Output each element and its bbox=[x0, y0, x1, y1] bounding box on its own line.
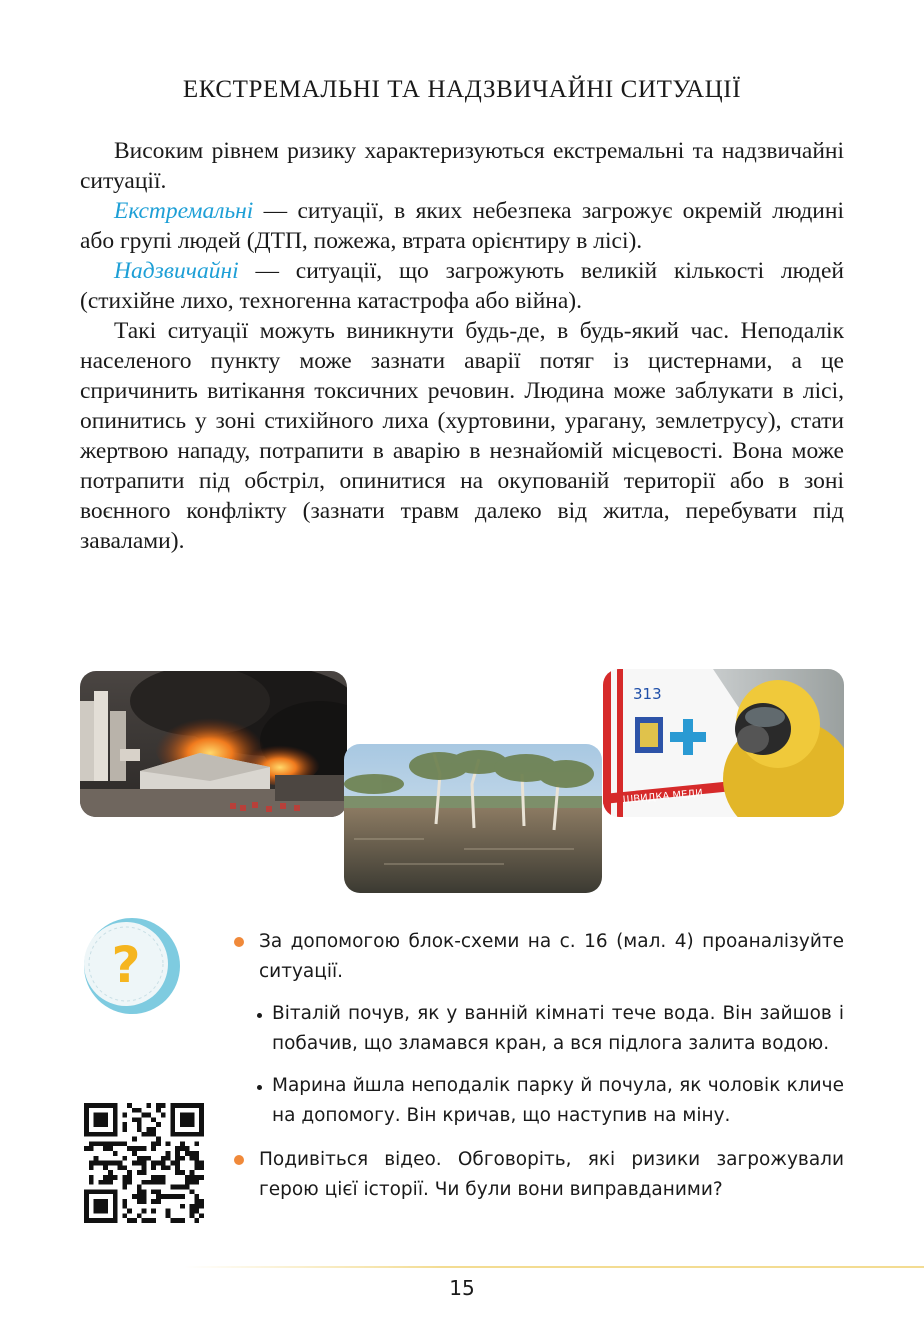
orange-bullet-icon bbox=[234, 937, 244, 947]
subtask-text: Віталій почув, як у ванній кімнаті тече вода. Він зайшов і побачив, що зламався кран, а вся підлога залита водою. bbox=[272, 1003, 844, 1054]
definition-emergency: — ситуації, що загрожують великій кількості людей (стихійне лихо, техногенна катастрофа або війна). bbox=[80, 258, 844, 314]
subtask-item bbox=[226, 1071, 844, 1131]
paragraph-emergency bbox=[80, 256, 844, 316]
orange-bullet-icon bbox=[234, 1155, 244, 1165]
bullet-icon bbox=[257, 1013, 262, 1018]
paragraph-intro: Високим рівнем ризику характеризуються екстремальні та надзвичайні ситуації. bbox=[80, 138, 844, 194]
term-emergency: Надзвичайні bbox=[114, 258, 239, 284]
subtask-text: Марина йшла неподалік парку й почула, як чоловік кличе на допомогу. Він кричав, що наступив на міну. bbox=[272, 1075, 844, 1126]
paragraph-examples: Такі ситуації можуть виникнути будь-де, в будь-який час. Неподалік населеного пункту може зазнати аварії потяг із цистернами, а це спричинить витікання токсичних речовин. Людина може заблукати в лісі, опинитись у зоні стихійного лиха (хуртовини, урагану, землетрусу), стати жертвою нападу, потрапити в аварію в незнайомій місцевості. Вона може потрапити під обстріл, опинитися на окупованій території або в зоні воєнного конфлікту (зазнати травм далеко від житла, перебувати під завалами). bbox=[80, 318, 844, 554]
task-text: Подивіться відео. Обговоріть, які ризики загрожували герою цієї історії. Чи були вони виправданими? bbox=[259, 1149, 844, 1200]
qr-code-icon[interactable] bbox=[84, 1103, 204, 1223]
ambulance-number: 313 bbox=[633, 685, 662, 703]
definition-extreme: — ситуації, в яких небезпека загрожує окремій людині або групі людей (ДТП, пожежа, втрата орієнтиру в лісі). bbox=[80, 198, 844, 254]
page-title: ЕКСТРЕМАЛЬНІ ТА НАДЗВИЧАЙНІ СИТУАЦІЇ bbox=[182, 76, 742, 103]
term-extreme: Екстремальні bbox=[114, 198, 254, 224]
footer-divider bbox=[184, 1266, 924, 1268]
subtask-item bbox=[226, 999, 844, 1059]
question-mark-glyph: ? bbox=[111, 936, 141, 994]
task-text: За допомогою блок-схеми на с. 16 (мал. 4) проаналізуйте ситуації. bbox=[259, 931, 844, 982]
task-item bbox=[226, 1145, 844, 1205]
page-number: 15 bbox=[449, 1276, 475, 1300]
flood-photo bbox=[344, 744, 602, 893]
bullet-icon bbox=[257, 1085, 262, 1090]
tasks-block bbox=[226, 927, 844, 1205]
task-item bbox=[226, 927, 844, 987]
ambulance-text: ШВИДКА МЕДИ bbox=[622, 788, 704, 806]
paragraph-extreme bbox=[80, 196, 844, 256]
industrial-fire-photo bbox=[80, 671, 347, 817]
ambulance-hazmat-photo bbox=[603, 669, 844, 817]
main-text bbox=[80, 136, 844, 556]
question-icon bbox=[80, 914, 184, 1018]
